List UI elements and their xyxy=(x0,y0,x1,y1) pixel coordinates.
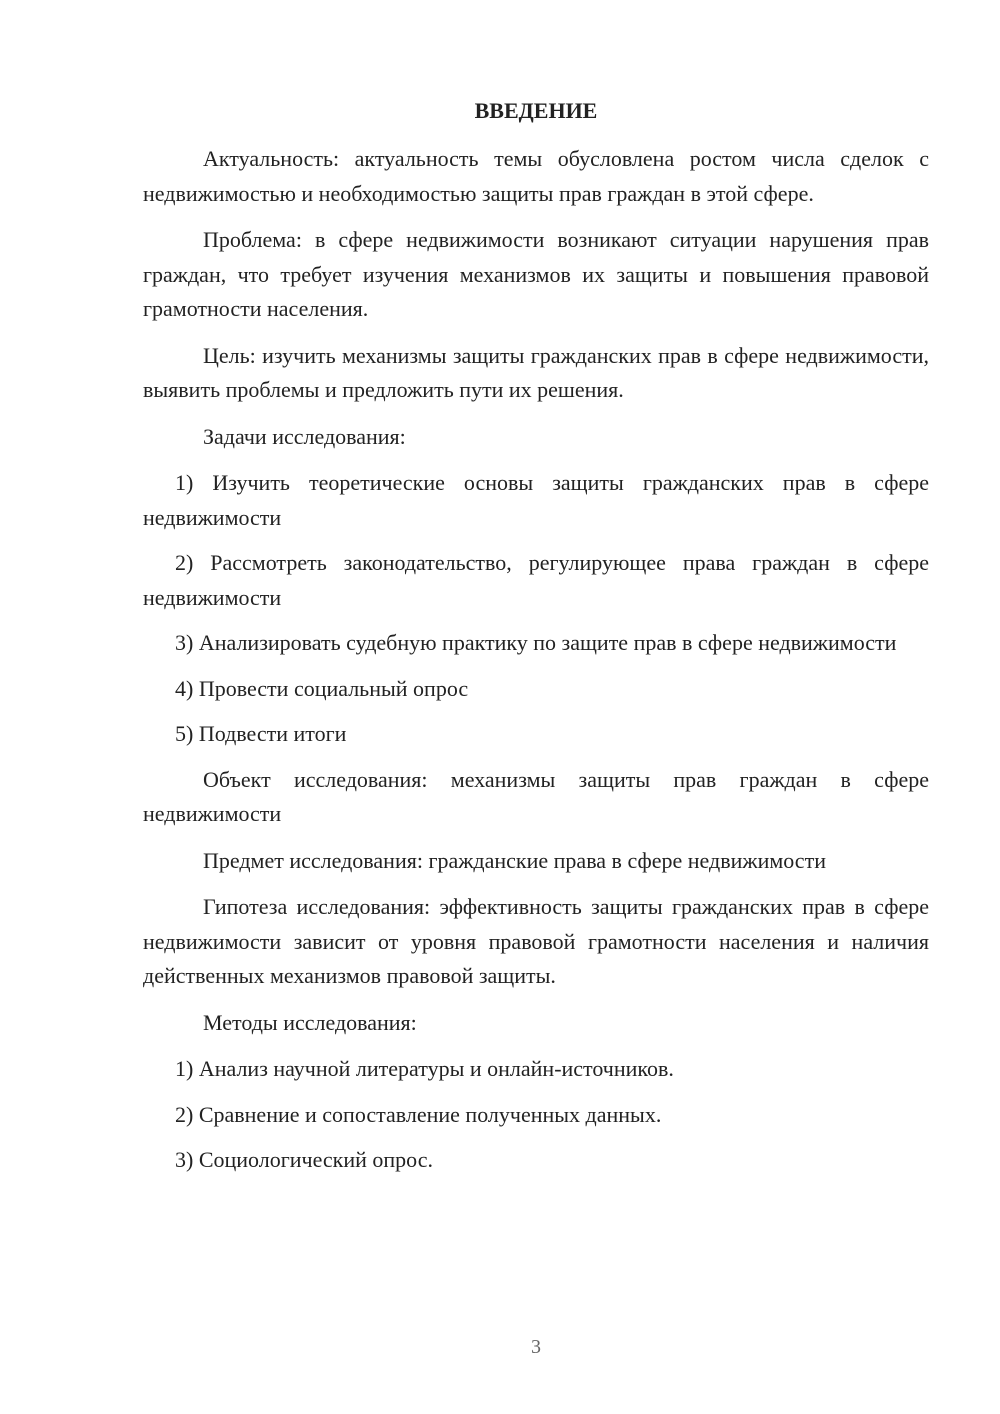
hypothesis-paragraph: Гипотеза исследования: эффективность защиты гражданских прав в сфере недвижимости зависит от уровня правовой грамотности населения и наличия действенных механизмов правовой защиты. xyxy=(143,894,929,988)
subject-paragraph: Предмет исследования: гражданские права в сфере недвижимости xyxy=(203,847,826,873)
list-item: 1) Изучить теоретические основы защиты гражданских прав в сфере недвижимости xyxy=(143,470,929,530)
methods-heading: Методы исследования: xyxy=(203,1009,417,1035)
methods-list xyxy=(143,1052,929,1178)
list-item: 3) Анализировать судебную практику по защите прав в сфере недвижимости xyxy=(175,630,897,655)
list-item: 2) Сравнение и сопоставление полученных данных. xyxy=(175,1101,662,1127)
tasks-heading: Задачи исследования: xyxy=(203,423,406,449)
page-number: 3 xyxy=(531,1336,541,1358)
list-item: 4) Провести социальный опрос xyxy=(175,675,469,701)
list-item: 2) Рассмотреть законодательство, регулирующее права граждан в сфере недвижимости xyxy=(143,550,929,610)
goal-paragraph: Цель: изучить механизмы защиты гражданских прав в сфере недвижимости, выявить проблемы и предложить пути их решения. xyxy=(143,342,929,402)
list-item: 1) Анализ научной литературы и онлайн-источников. xyxy=(175,1056,674,1081)
section-title: ВВЕДЕНИЕ xyxy=(474,98,598,123)
object-paragraph: Объект исследования: механизмы защиты прав граждан в сфере недвижимости xyxy=(143,766,929,826)
tasks-list xyxy=(143,466,929,752)
list-item: 5) Подвести итоги xyxy=(175,721,347,746)
list-item: 3) Социологический опрос. xyxy=(175,1147,433,1172)
relevance-paragraph: Актуальность: актуальность темы обусловлена ростом числа сделок с недвижимостью и необходимостью защиты прав граждан в этой сфере. xyxy=(143,146,929,206)
problem-paragraph: Проблема: в сфере недвижимости возникают ситуации нарушения прав граждан, что требует изучения механизмов их защиты и повышения правовой грамотности населения. xyxy=(143,227,929,321)
body-text xyxy=(143,142,929,1189)
